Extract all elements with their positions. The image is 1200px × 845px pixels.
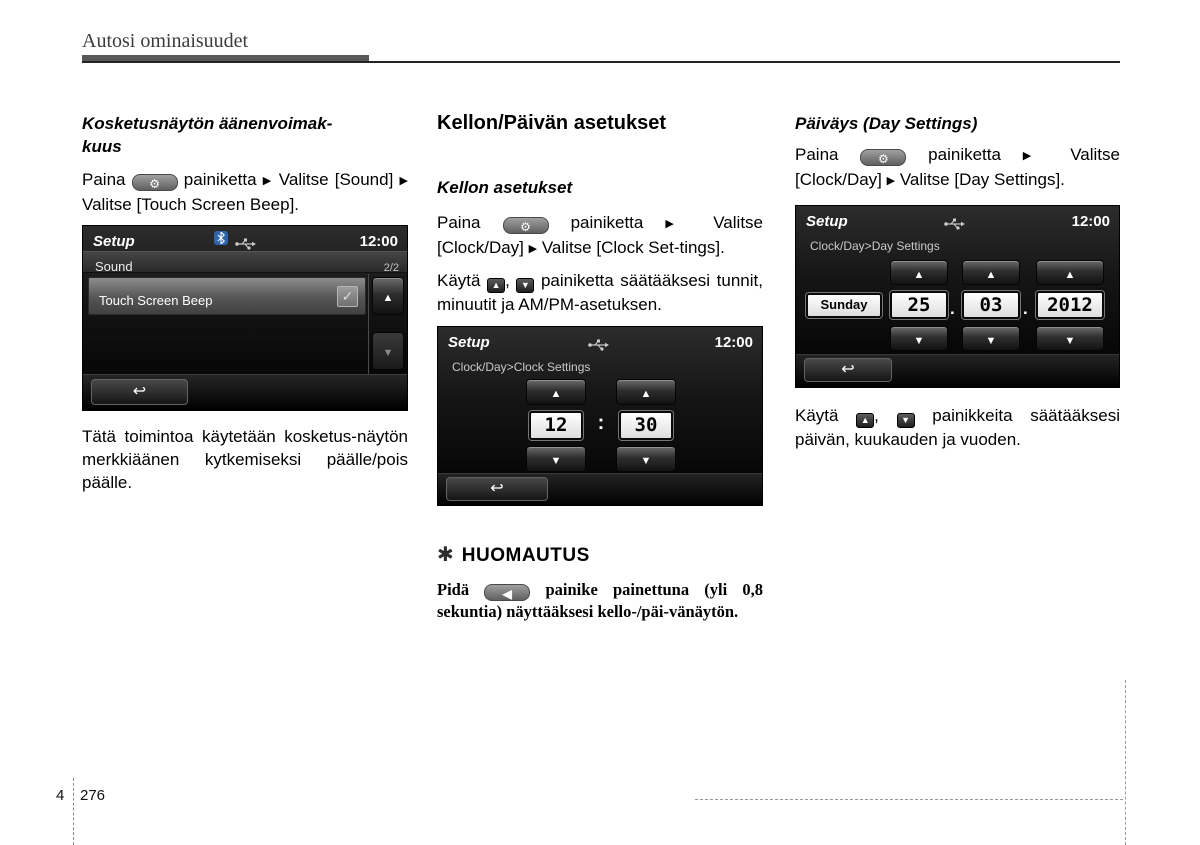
footer-crop-mark: [73, 778, 74, 845]
screen-clock: 12:00: [1071, 213, 1110, 230]
up-button-icon: [856, 413, 874, 428]
paragraph-clock-adjust: [437, 269, 763, 316]
screen-title: Setup: [806, 213, 848, 230]
text-segment: painikkeita säätääksesi päivän, kuukauden ja vuoden.: [795, 406, 1120, 449]
arrow-right-icon: ▶: [1022, 150, 1049, 162]
setup-button-icon: [860, 149, 906, 166]
year-up-button: [1036, 260, 1104, 285]
date-separator: .: [1023, 299, 1028, 318]
note-text: [437, 579, 763, 623]
subsection-heading-clock: Kellon asetukset: [437, 178, 573, 197]
bluetooth-icon: [214, 231, 228, 245]
triangle-up-icon: ▲: [1064, 269, 1076, 281]
bottom-bar: [796, 354, 1119, 387]
screen-clock: 12:00: [359, 233, 398, 250]
text-segment: Valitse [Clock/Day]: [437, 213, 763, 257]
date-separator: .: [950, 299, 955, 318]
section-heading-day-settings: Päiväys (Day Settings): [795, 114, 978, 133]
check-glyph: ✓: [341, 288, 354, 304]
footer-page-number: 276: [80, 787, 106, 804]
checkbox-checked-icon: [337, 286, 358, 307]
return-arrow-icon: ↩: [132, 383, 147, 400]
scroll-down-button: [372, 332, 404, 370]
text-segment: painiketta säätääksesi tunnit, minuutit ja AM/PM-asetuksen.: [437, 271, 763, 314]
triangle-down-icon: ▼: [901, 415, 911, 425]
back-button: [91, 379, 188, 405]
text-segment: Valitse [Touch Screen Beep].: [82, 195, 300, 214]
text-segment: ,: [505, 271, 510, 290]
triangle-up-icon: ▲: [985, 269, 997, 281]
footer-chapter-number: 4: [56, 787, 65, 804]
triangle-up-icon: ▲: [550, 388, 562, 400]
triangle-down-icon: ▼: [550, 455, 562, 467]
down-button-icon: [516, 278, 534, 293]
triangle-up-icon: ▲: [491, 280, 501, 290]
text-segment: Pidä: [437, 580, 470, 599]
scroll-up-button: [372, 277, 404, 315]
down-button-icon: [897, 413, 915, 428]
chevron-left-icon: ◀: [502, 587, 512, 601]
text-segment: painiketta: [928, 145, 1001, 164]
paragraph-touch-volume-description: Tätä toimintoa käytetään kosketus-näytön merkkiäänen kytkemiseksi päälle/pois päälle.: [82, 427, 408, 492]
triangle-down-icon: ▼: [913, 335, 925, 347]
time-colon: :: [597, 412, 605, 434]
screenshot-day-settings: [795, 205, 1120, 388]
page-header-title: Autosi ominaisuudet: [82, 30, 249, 52]
arrow-right-icon: ▶: [399, 175, 408, 187]
heading-line: Kosketusnäytön äänenvoimak-: [82, 114, 333, 133]
return-arrow-icon: ↩: [490, 480, 504, 497]
section-heading-touch-volume: [82, 112, 408, 158]
arrow-right-icon: ▶: [528, 243, 538, 255]
arrow-right-icon: ▶: [886, 175, 896, 187]
paragraph-clock-steps: [437, 211, 763, 261]
year-value: 2012: [1036, 291, 1104, 319]
gear-icon: ⚙: [149, 177, 161, 191]
screen-title: Setup: [448, 334, 490, 351]
seek-back-button-icon: [484, 584, 530, 601]
text-segment: Käytä: [437, 271, 481, 290]
breadcrumb: Clock/Day>Day Settings: [810, 239, 940, 253]
screenshot-clock-settings: [437, 326, 763, 506]
scrollbar-divider: [368, 274, 369, 376]
gear-icon: ⚙: [520, 220, 531, 234]
setup-button-icon: [132, 174, 178, 191]
usb-icon: [588, 334, 610, 357]
touch-screen-beep-item: [88, 277, 366, 315]
hour-down-button: [526, 446, 586, 472]
breadcrumb: Clock/Day>Clock Settings: [452, 360, 591, 374]
bottom-bar: [438, 473, 762, 505]
text-segment: Valitse [Sound]: [278, 170, 394, 189]
header-rule: [82, 61, 1120, 63]
triangle-up-icon: ▲: [860, 415, 870, 425]
text-segment: painike painettuna (yli 0,8 sekuntia) näyttääksesi kello-/päi-vänäytön.: [437, 580, 764, 621]
text-segment: Valitse [Clock/Day]: [795, 145, 1120, 189]
note-heading: [437, 544, 763, 567]
triangle-down-icon: ▼: [382, 347, 394, 359]
arrow-right-icon: ▶: [665, 218, 692, 230]
date-up-button: [890, 260, 948, 285]
triangle-down-icon: ▼: [1064, 335, 1076, 347]
arrow-right-icon: ▶: [262, 175, 273, 187]
note-title: HUOMAUTUS: [461, 545, 590, 566]
paragraph-day-adjust: [795, 404, 1120, 451]
screen-title: Setup: [93, 233, 135, 250]
month-down-button: [962, 326, 1020, 351]
minute-value: 30: [619, 411, 673, 440]
minute-down-button: [616, 446, 676, 472]
triangle-up-icon: ▲: [382, 292, 394, 304]
triangle-down-icon: ▼: [520, 280, 530, 290]
bottom-crop-mark: [695, 799, 1123, 800]
text-segment: Valitse [Clock Set-tings].: [541, 238, 725, 257]
bottom-bar: [83, 374, 407, 410]
section-label: Sound: [95, 259, 133, 274]
text-segment: Paina: [437, 213, 481, 232]
text-segment: Paina: [82, 170, 126, 189]
section-heading-clock-day: Kellon/Päivän asetukset: [437, 112, 666, 134]
text-segment: painiketta: [570, 213, 644, 232]
text-segment: Valitse [Day Settings].: [899, 170, 1065, 189]
note-asterisk-icon: ✱: [437, 544, 454, 566]
setup-button-icon: [503, 217, 549, 234]
triangle-up-icon: ▲: [913, 269, 925, 281]
hour-value: 12: [529, 411, 583, 440]
text-segment: ,: [874, 406, 879, 425]
screenshot-sound-settings: [82, 225, 408, 411]
item-label: Touch Screen Beep: [99, 293, 213, 308]
gear-icon: ⚙: [877, 152, 889, 166]
return-arrow-icon: ↩: [841, 361, 855, 378]
weekday-value: Sunday: [806, 293, 882, 318]
text-segment: painiketta: [183, 170, 257, 189]
month-up-button: [962, 260, 1020, 285]
back-button: [446, 477, 548, 501]
text-segment: Paina: [795, 145, 839, 164]
page-indicator: 2/2: [383, 262, 399, 274]
paragraph-touch-volume-steps: [82, 168, 408, 216]
paragraph-day-steps: [795, 143, 1120, 193]
text-segment: Käytä: [795, 406, 839, 425]
usb-icon: [944, 213, 966, 236]
minute-up-button: [616, 379, 676, 405]
back-button: [804, 358, 892, 382]
date-value: 25: [890, 291, 948, 319]
triangle-down-icon: ▼: [640, 455, 652, 467]
hour-up-button: [526, 379, 586, 405]
up-button-icon: [487, 278, 505, 293]
column-day-settings: [795, 112, 1120, 451]
column-clock-day-settings: [437, 112, 763, 623]
heading-line: kuus: [82, 137, 122, 156]
year-down-button: [1036, 326, 1104, 351]
column-touch-volume: [82, 112, 408, 494]
triangle-down-icon: ▼: [985, 335, 997, 347]
screen-clock: 12:00: [714, 334, 753, 351]
right-crop-mark: [1125, 680, 1126, 845]
month-value: 03: [962, 291, 1020, 319]
date-down-button: [890, 326, 948, 351]
triangle-up-icon: ▲: [640, 388, 652, 400]
section-bar: [83, 251, 407, 273]
